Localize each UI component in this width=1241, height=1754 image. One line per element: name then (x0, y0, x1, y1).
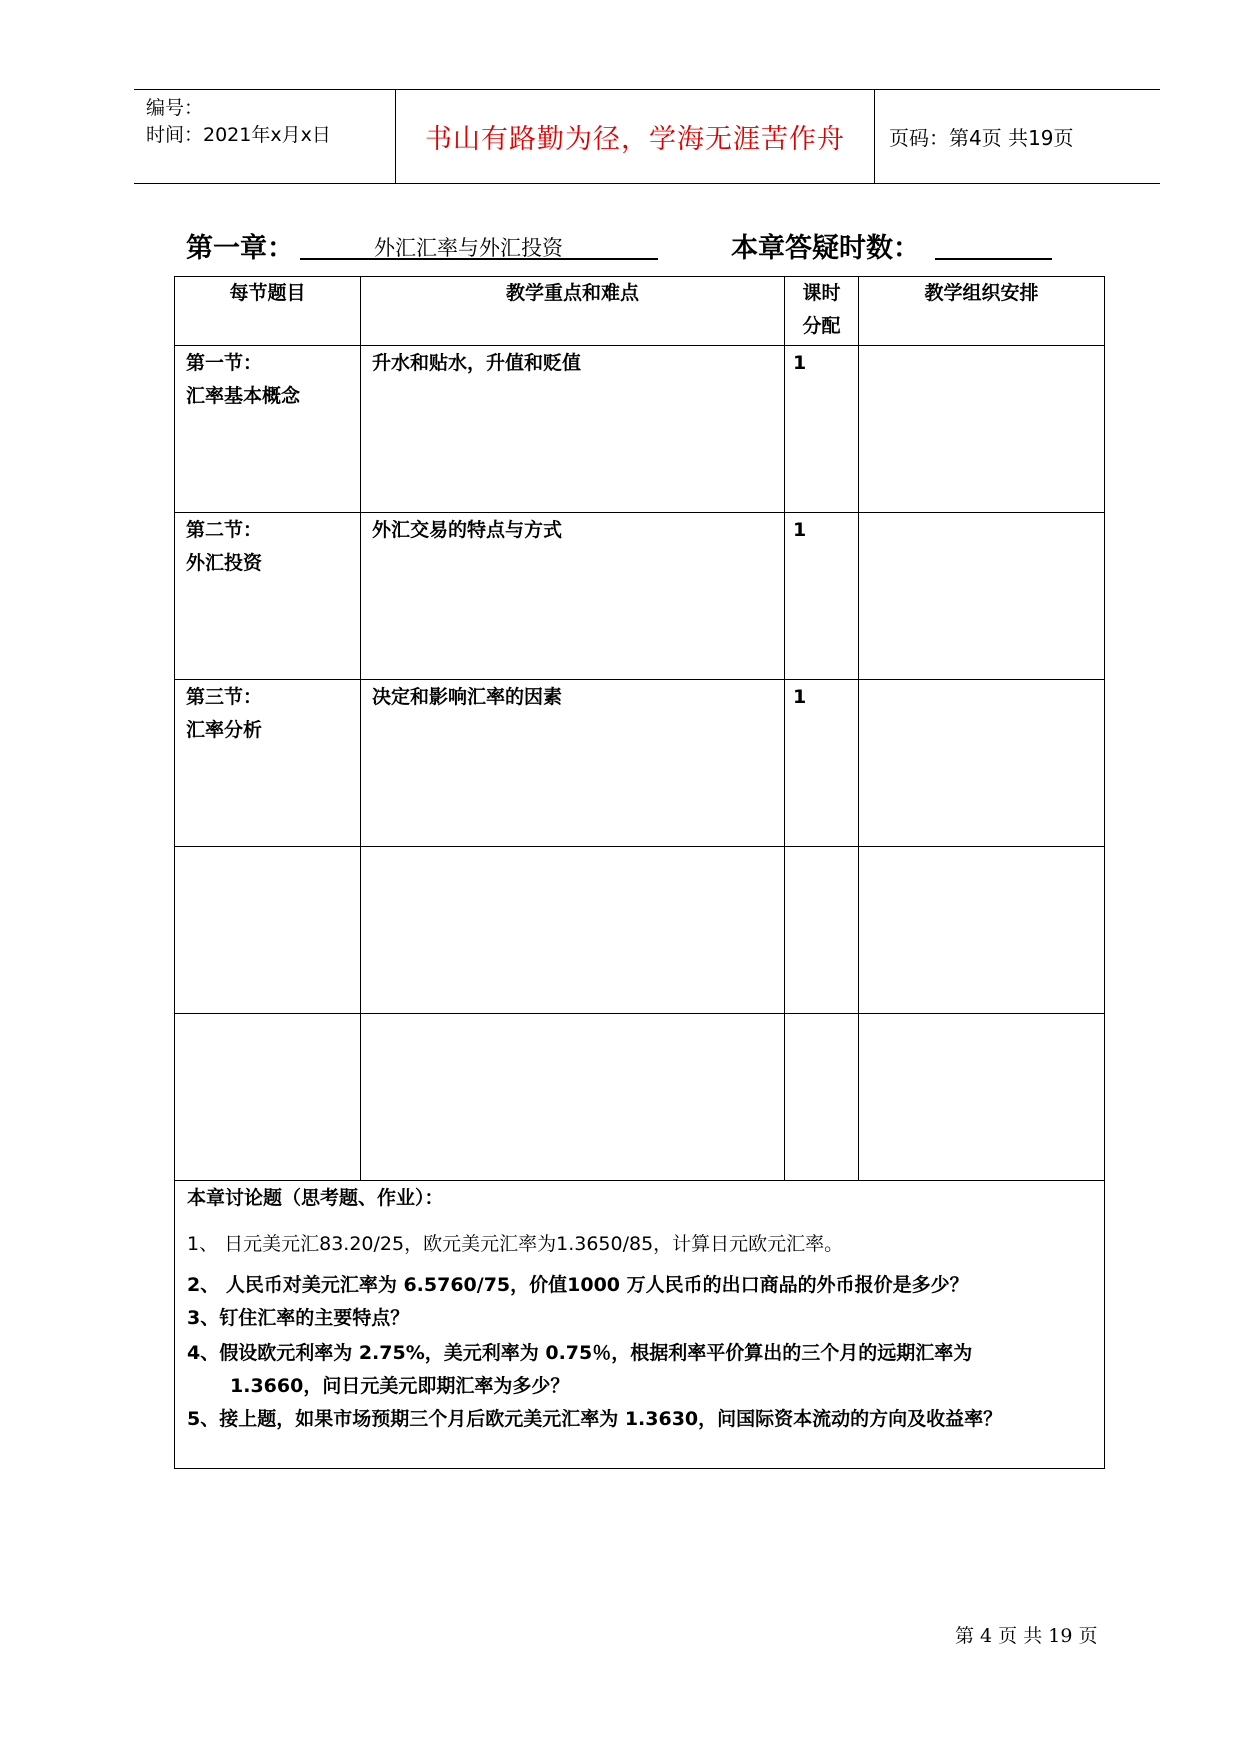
section-number: 第二节： (186, 519, 263, 541)
table-row (186, 514, 262, 580)
col-header-arrangement: 教学组织安排 (924, 282, 1039, 304)
table-divider (175, 679, 1104, 680)
section-focus: 决定和影响汇率的因素 (372, 686, 563, 708)
discussion-title: 本章讨论题（思考题、作业）： (187, 1187, 444, 1209)
section-number: 第一节： (186, 352, 263, 374)
table-divider (175, 846, 1104, 847)
section-focus: 外汇交易的特点与方式 (372, 519, 563, 541)
section-number: 第三节： (186, 686, 263, 708)
code-label: 编号： (146, 97, 204, 119)
table-divider (175, 512, 1104, 513)
table-row (186, 681, 262, 747)
chapter-title: 外汇汇率与外汇投资 (374, 236, 563, 260)
page-header (134, 89, 1160, 184)
header-page-label: 页码：第4页 共19页 (889, 126, 1074, 150)
chapter-title-line (300, 232, 658, 260)
discussion-question: 5、接上题，如果市场预期三个月后欧元美元汇率为 1.3630，问国际资本流动的方向及收益率？ (187, 1408, 1003, 1430)
qa-hours-blank (935, 232, 1052, 260)
section-hours: 1 (793, 519, 807, 541)
teaching-plan-table (174, 276, 1105, 1469)
header-meta (134, 90, 396, 183)
table-divider (858, 277, 859, 1181)
table-divider (360, 277, 361, 1181)
table-row (186, 347, 300, 413)
time-label: 时间：2021年x月x日 (146, 124, 331, 146)
discussion-question-continued: 1.3660，问日元美元即期汇率为多少？ (230, 1375, 570, 1397)
col-header-focus: 教学重点和难点 (505, 282, 639, 304)
section-focus: 升水和贴水，升值和贬值 (372, 352, 582, 374)
section-hours: 1 (793, 686, 807, 708)
section-topic: 外汇投资 (186, 552, 263, 574)
section-hours: 1 (793, 352, 807, 374)
page-number: 第 4 页 共 19 页 (955, 1625, 1098, 1647)
col-header-section: 每节题目 (229, 282, 306, 304)
table-divider (175, 1180, 1104, 1181)
discussion-question: 4、假设欧元利率为 2.75%，美元利率为 0.75％，根据利率平价算出的三个月的远期汇率为 (187, 1342, 973, 1364)
section-topic: 汇率基本概念 (186, 385, 301, 407)
col-header-hours (785, 277, 858, 343)
col-header-hours-line2: 分配 (802, 315, 841, 337)
section-topic: 汇率分析 (186, 719, 263, 741)
header-motto: 书山有路勤为径，学海无涯苦作舟 (396, 90, 875, 183)
discussion-question: 1、 日元美元汇83.20/25，欧元美元汇率为1.3650/85，计算日元欧元汇率。 (187, 1233, 844, 1255)
table-divider (175, 1013, 1104, 1014)
discussion-question: 3、钉住汇率的主要特点？ (187, 1307, 410, 1329)
qa-hours-label: 本章答疑时数： (731, 233, 920, 264)
table-divider (175, 345, 1104, 346)
chapter-label: 第一章： (186, 233, 294, 264)
col-header-hours-line1: 课时 (802, 282, 841, 304)
discussion-question: 2、 人民币对美元汇率为 6.5760/75，价值1000 万人民币的出口商品的外币报价是多少？ (187, 1274, 969, 1296)
table-divider (784, 277, 785, 1181)
